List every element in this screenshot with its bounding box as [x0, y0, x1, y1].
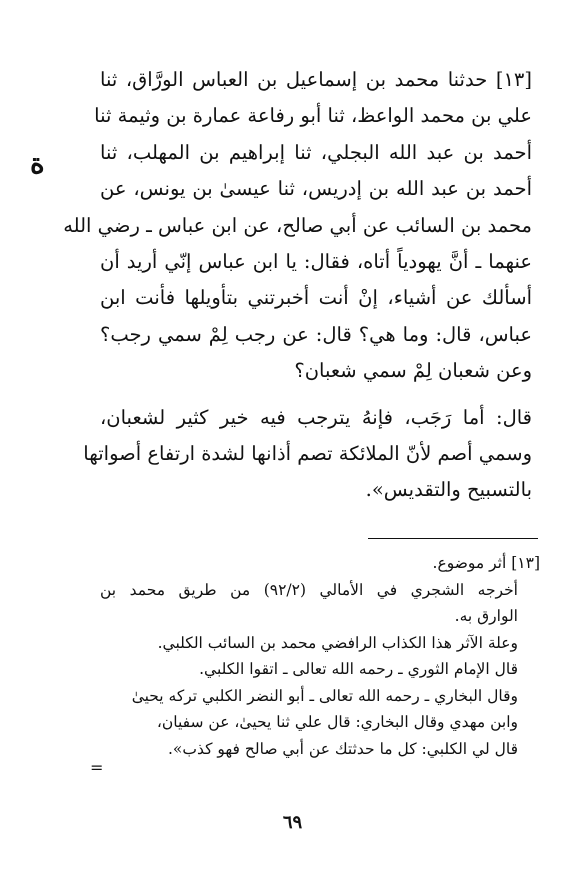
footnote-line: وابن مهدي وقال البخاري: قال علي ثنا يحيىٰ، عن سفيان، [156, 713, 518, 731]
continuation-mark: = [90, 758, 104, 777]
text-line: علي بن محمد الواعظ، ثنا أبو رفاعة عمارة بن وثيمة ثنا [94, 104, 532, 128]
page-number: ٦٩ [282, 812, 303, 833]
margin-mark: ة [30, 147, 45, 180]
footnote-divider [368, 538, 538, 539]
footnote-line: الوارق به. [454, 607, 518, 625]
footnote-line: [١٣] أثر موضوع. [432, 554, 540, 572]
main-text [63, 62, 532, 509]
text-line: عباس، قال: وما هي؟ قال: عن رجب لِمْ سمي رجب؟ [100, 322, 532, 346]
footnotes [100, 550, 540, 762]
text-line: عنهما ـ أنَّ يهودياً أتاه، فقال: يا ابن عباس إنّي أريد أن [100, 249, 532, 273]
text-line: أحمد بن عبد الله بن إدريس، ثنا عيسىٰ بن يونس، عن [100, 177, 532, 201]
footnote-line: قال الإمام الثوري ـ رحمه الله تعالى ـ اتقوا الكلبي. [199, 660, 518, 678]
text-line: [١٣] حدثنا محمد بن إسماعيل بن العباس الورَّاق، ثنا [100, 68, 532, 91]
text-line: محمد بن السائب عن أبي صالح، عن ابن عباس ـ رضي الله [63, 213, 532, 237]
paragraph-gap [100, 390, 532, 400]
footnote-line: وقال البخاري ـ رحمه الله تعالى ـ أبو النضر الكلبي تركه يحيىٰ [131, 686, 518, 705]
text-line: أسألك عن أشياء، إنْ أنت أخبرتني بتأويلها فأنت ابن [100, 286, 532, 310]
text-line: أحمد بن عبد الله البجلي، ثنا إبراهيم بن المهلب، ثنا [100, 140, 532, 164]
text-line: وسمي أصم لأنّ الملائكة تصم أذانها لشدة ارتفاع أصواتها [83, 441, 532, 465]
footnote-line: وعلة الآثر هذا الكذاب الرافضي محمد بن السائب الكلبي. [157, 633, 518, 652]
text-line: وعن شعبان لِمْ سمي شعبان؟ [294, 359, 532, 383]
footnote-line: أخرجه الشجري في الأمالي (٩٢/٢) من طريق محمد بن [100, 580, 518, 599]
text-line: قال: أما رَجَب، فإنهُ يترجب فيه خير كثير لشعبان، [100, 405, 532, 429]
footnote-line: قال لي الكلبي: كل ما حدثتك عن أبي صالح فهو كذب». [167, 739, 518, 758]
text-line: بالتسبيح والتقديس». [365, 478, 532, 502]
